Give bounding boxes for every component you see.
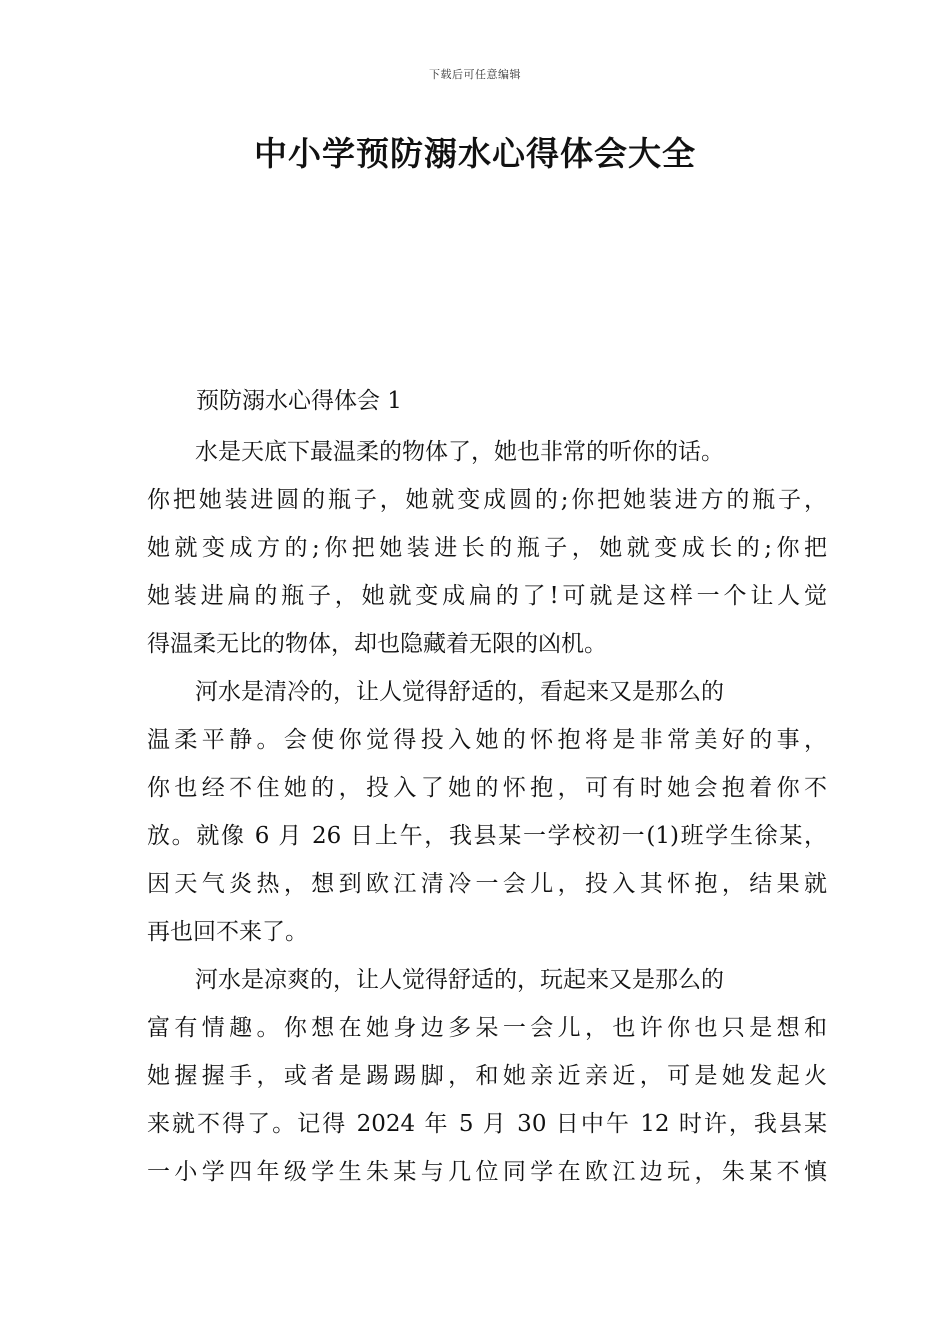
paragraph-line: 你把她装进圆的瓶子，她就变成圆的;你把她装进方的瓶子， [147,487,827,513]
paragraph-line: 富有情趣。你想在她身边多呆一会儿，也许你也只是想和 [147,1015,827,1041]
paragraph-line: 她就变成方的;你把她装进长的瓶子，她就变成长的;你把 [147,535,827,561]
paragraph-line: 她装进扁的瓶子，她就变成扁的了!可就是这样一个让人觉 [147,583,827,609]
section-heading: 预防溺水心得体会 1 [196,388,402,414]
paragraph-line: 你也经不住她的，投入了她的怀抱，可有时她会抱着你不 [147,775,827,801]
paragraph-line: 再也回不来了。 [147,919,308,945]
paragraph-line: 河水是凉爽的，让人觉得舒适的，玩起来又是那么的 [195,967,724,993]
paragraph-line: 温柔平静。会使你觉得投入她的怀抱将是非常美好的事， [147,727,827,753]
paragraph-line: 放。就像 6 月 26 日上午，我县某一学校初一(1)班学生徐某， [147,823,827,849]
paragraph-line: 一小学四年级学生朱某与几位同学在欧江边玩，朱某不慎 [147,1159,827,1185]
header-note: 下载后可任意编辑 [429,68,521,81]
paragraph-line: 她握握手，或者是踢踢脚，和她亲近亲近，可是她发起火 [147,1063,827,1089]
document-title: 中小学预防溺水心得体会大全 [254,134,696,173]
paragraph-line: 来就不得了。记得 2024 年 5 月 30 日中午 12 时许，我县某 [147,1111,827,1137]
body-text [147,428,827,1196]
paragraph-line: 得温柔无比的物体，却也隐藏着无限的凶机。 [147,631,607,657]
paragraph-line: 水是天底下最温柔的物体了，她也非常的听你的话。 [195,439,724,465]
paragraph-line: 河水是清冷的，让人觉得舒适的，看起来又是那么的 [195,679,724,705]
paragraph-line: 因天气炎热，想到欧江清冷一会儿，投入其怀抱，结果就 [147,871,827,897]
